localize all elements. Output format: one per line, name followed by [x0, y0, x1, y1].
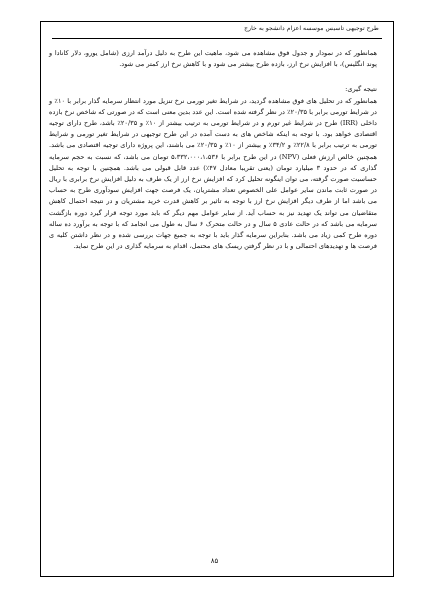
intro-paragraph: همانطور که در نمودار و جدول فوق مشاهده می شود، ماهیت این طرح به دلیل درآمد ارزی (شامل یورو، دلار کانادا و پوند انگلیس)، با افزایش نرخ ارز، بازده طرح بیشتر می شود و با کاهش نرخ ارز کمتر می شود. — [49, 49, 377, 69]
conclusion-heading: نتیجه گیری: — [345, 85, 377, 94]
body-text — [49, 48, 377, 252]
conclusion-paragraph: همانطور که در تحلیل های فوق مشاهده گردید، در شرایط تغیر تورمی نرخ تنزیل مورد انتظار سرمایه گذار برابر با ۱۰٪ و در شرایط تورمی برابر با ۲۰/۳۵٪ در نظر گرفته شده است. این عدد بدین معنی است که در صورتی که شاخص نرخ بازده داخلی (IRR) طرح در شرایط غیر تورم و در شرایط تورمی به ترتیب بیشتر از ۱۰٪ و ۲۰/۳۵٪ باشد، طرح دارای توجیه اقتصادی خواهد بود. با توجه به اینکه شاخص های به دست آمده در این طرح توجیهی در شرایط تغیر تورمی و شرایط تورمی به ترتیب برابر با ۲۲/۸٪ و ۳۴/۲٪ و بیشتر از ۱۰٪ و ۲۰/۳۵٪ می باشند، این پروژه دارای توجیه اقتصادی می باشد. همچنین خالص ارزش فعلی (NPV) در این طرح برابر با ۵،۳۳۲،۰۰۰،۱،۵۳۶ تومان می باشد، که نسبت به حجم سرمایه گذاری که در حدود ۳ میلیارد تومان (یعنی تقریبا معادل ۴۷٪) عدد قابل قبولی می باشد. همچنین با توجه به تحلیل حساسیت صورت گرفته، می توان اینگونه تحلیل کرد که افزایش نرخ ارز از یک طرف به دلیل افزایش نرخ برابری با ریال در صورت ثابت ماندن سایر عوامل علی الخصوص تعداد مشتریان، یک فرصت جهت افزایش سودآوری طرح به حساب می باشد اما از طرف دیگر افزایش نرخ ارز با توجه به تاثیر بر کاهش قدرت خرید مشتریان و در نتیجه احتمال کاهش متقاضیان می تواند یک تهدید نیز به حساب آید. از سایر عوامل مهم دیگر که باید مورد توجه قرار گیرد دوره بازگشت سرمایه می باشد که در حالت عادی ۵ سال و در حالت متحرک ۶ سال به طول می انجامد که با توجه به برآورد ده ساله دوره طرح کمی زیاد می باشد. بنابراین سرمایه گذار باید با توجه به جمیع جهات بررسی شده و در نظر داشتن کلیه ی فرصت ها و تهدیدهای احتمالی و با در نظر گرفتن ریسک های محتمل، اقدام به سرمایه گذاری در این طرح نماید. — [49, 96, 377, 251]
header-rule — [52, 38, 382, 39]
running-header: طرح توجیهی تاسیس موسسه اعزام دانشجو به خارج — [244, 25, 379, 32]
page-number: ۸۵ — [210, 557, 219, 565]
